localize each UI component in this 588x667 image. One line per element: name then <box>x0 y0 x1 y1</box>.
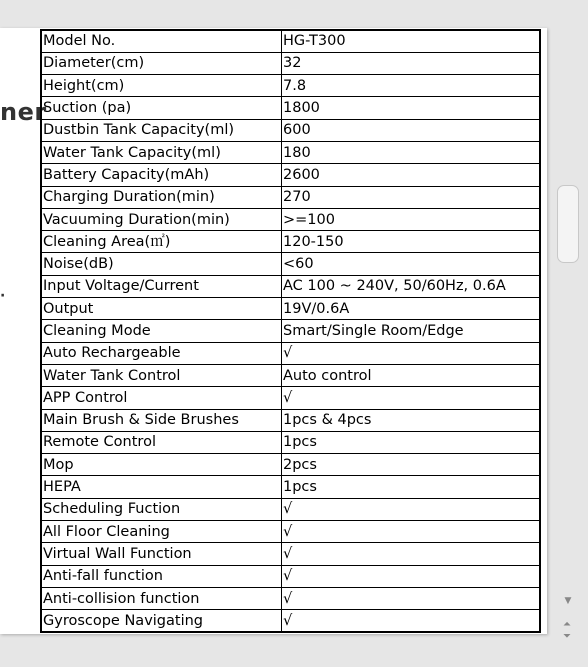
table-row <box>41 119 540 141</box>
table-row <box>41 164 540 186</box>
spec-label-cell: All Floor Cleaning <box>41 521 282 543</box>
spec-label-cell: Vacuuming Duration(min) <box>41 208 282 230</box>
spec-value-cell: >=100 <box>282 208 541 230</box>
table-row <box>41 275 540 297</box>
spec-value-cell: 19V/0.6A <box>282 298 541 320</box>
table-row <box>41 75 540 97</box>
table-row <box>41 498 540 520</box>
table-row <box>41 298 540 320</box>
table-row <box>41 97 540 119</box>
spec-label-cell: Output <box>41 298 282 320</box>
spec-label-cell: Main Brush & Side Brushes <box>41 409 282 431</box>
spec-label-cell: Diameter(cm) <box>41 52 282 74</box>
spec-label-cell: Gyroscope Navigating <box>41 610 282 632</box>
spec-value-cell: 1pcs <box>282 476 541 498</box>
spec-label-cell: Remote Control <box>41 431 282 453</box>
spec-value-cell: <60 <box>282 253 541 275</box>
spec-value-cell: 120-150 <box>282 231 541 253</box>
table-row <box>41 565 540 587</box>
table-row <box>41 587 540 609</box>
spec-value-cell: 1pcs & 4pcs <box>282 409 541 431</box>
table-row <box>41 342 540 364</box>
spec-label-cell: Auto Rechargeable <box>41 342 282 364</box>
spec-label-cell: Height(cm) <box>41 75 282 97</box>
spec-value-cell: 1800 <box>282 97 541 119</box>
spec-label-cell: Virtual Wall Function <box>41 543 282 565</box>
spec-value-cell: √ <box>282 521 541 543</box>
spec-value-cell: 1pcs <box>282 431 541 453</box>
spec-label-cell: Model No. <box>41 30 282 52</box>
document-page <box>0 28 547 634</box>
spec-value-cell: √ <box>282 565 541 587</box>
table-row <box>41 431 540 453</box>
spec-label-cell: Anti-collision function <box>41 587 282 609</box>
table-row <box>41 30 540 52</box>
heading-fragment: ner <box>0 98 47 126</box>
table-row <box>41 409 540 431</box>
spec-label-cell: Input Voltage/Current <box>41 275 282 297</box>
spec-label-cell: Suction (pa) <box>41 97 282 119</box>
table-row <box>41 141 540 163</box>
table-row <box>41 186 540 208</box>
spec-value-cell: 180 <box>282 141 541 163</box>
table-row <box>41 253 540 275</box>
spec-value-cell: 7.8 <box>282 75 541 97</box>
previous-page-icon[interactable]: ⏶ <box>563 619 571 630</box>
spec-label-cell: Cleaning Mode <box>41 320 282 342</box>
spec-value-cell: √ <box>282 543 541 565</box>
spec-label-cell: Water Tank Control <box>41 364 282 386</box>
spec-value-cell: √ <box>282 342 541 364</box>
spec-label-cell: Charging Duration(min) <box>41 186 282 208</box>
table-row <box>41 364 540 386</box>
spec-label-cell: Battery Capacity(mAh) <box>41 164 282 186</box>
table-row <box>41 454 540 476</box>
spec-value-cell: 2600 <box>282 164 541 186</box>
scroll-down-arrow-icon[interactable]: ▼ <box>564 596 572 606</box>
spec-label-cell: Water Tank Capacity(ml) <box>41 141 282 163</box>
spec-value-cell: AC 100 ~ 240V, 50/60Hz, 0.6A <box>282 275 541 297</box>
table-row <box>41 320 540 342</box>
spec-table-body <box>41 30 540 632</box>
spec-label-cell: Anti-fall function <box>41 565 282 587</box>
table-row <box>41 52 540 74</box>
table-row <box>41 521 540 543</box>
spec-value-cell: Smart/Single Room/Edge <box>282 320 541 342</box>
spec-label-cell: APP Control <box>41 387 282 409</box>
spec-label-cell: Mop <box>41 454 282 476</box>
next-page-icon[interactable]: ⏷ <box>563 631 571 642</box>
spec-value-cell: Auto control <box>282 364 541 386</box>
bullet-fragment: · <box>0 288 6 304</box>
scrollbar-thumb[interactable] <box>557 185 579 263</box>
spec-table <box>40 29 541 633</box>
spec-value-cell: √ <box>282 387 541 409</box>
spec-value-cell: 32 <box>282 52 541 74</box>
table-row <box>41 543 540 565</box>
spec-label-cell: Cleaning Area(㎡) <box>41 231 282 253</box>
spec-label-cell: Noise(dB) <box>41 253 282 275</box>
spec-label-cell: Dustbin Tank Capacity(ml) <box>41 119 282 141</box>
spec-value-cell: HG-T300 <box>282 30 541 52</box>
spec-label-cell: Scheduling Fuction <box>41 498 282 520</box>
spec-label-cell: HEPA <box>41 476 282 498</box>
table-row <box>41 387 540 409</box>
table-row <box>41 231 540 253</box>
spec-value-cell: √ <box>282 587 541 609</box>
spec-value-cell: √ <box>282 610 541 632</box>
spec-value-cell: 600 <box>282 119 541 141</box>
spec-value-cell: 2pcs <box>282 454 541 476</box>
table-row <box>41 476 540 498</box>
table-row <box>41 610 540 632</box>
spec-value-cell: 270 <box>282 186 541 208</box>
table-row <box>41 208 540 230</box>
spec-value-cell: √ <box>282 498 541 520</box>
